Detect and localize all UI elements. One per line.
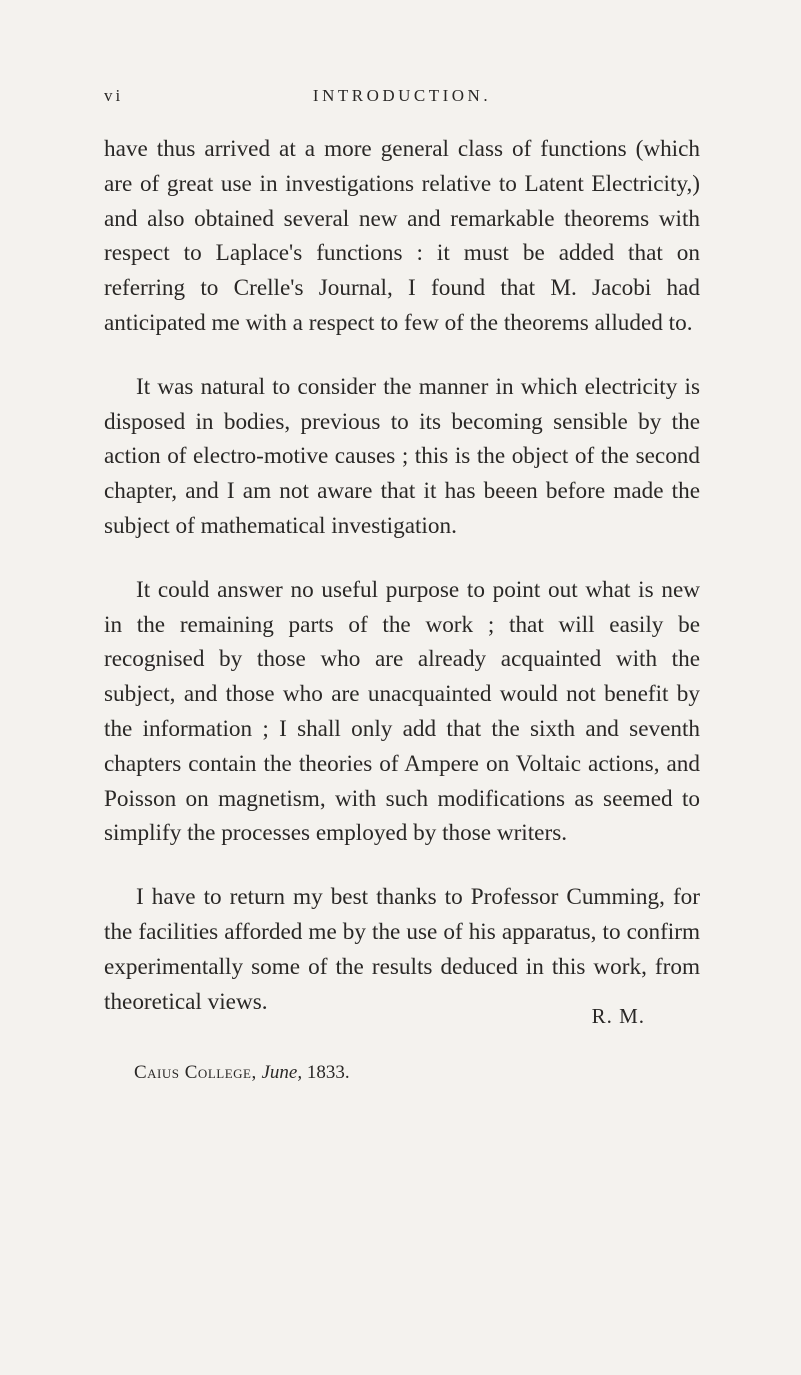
paragraph-second-chapter: It was natural to consider the manner in which electricity is disposed in bodies, previous to its becoming sensible by the action of electro-motive causes ; this is the object of the second chapter, and I am not aware that it has beeen before made the subject of mathematical investigation. — [104, 373, 700, 539]
dateline — [134, 1062, 350, 1084]
body-text — [104, 132, 700, 1048]
college-name: Caius College, — [134, 1062, 257, 1083]
date-year: 1833. — [306, 1062, 350, 1083]
paragraph-acknowledgement: I have to return my best thanks to Professor Cumming, for the facilities afforded me by the use of his apparatus, to confirm experimentally some of the results deduced in this work, from theoretical views. — [104, 884, 700, 1015]
running-title: INTRODUCTION. — [312, 86, 492, 105]
page-number: vi — [104, 86, 124, 105]
paragraph-remaining-parts: It could answer no useful purpose to point out what is new in the remaining parts of the work ; that will easily be recognised by those who are already acquainted with the subject, and those who are unacquainted would not benefit by the information ; I shall only add that the sixth and seventh chapters contain the theories of Ampere on Voltaic actions, and Poisson on magnetism, with such modifications as seemed to simplify the processes employed by those writers. — [104, 576, 700, 847]
paragraph-continued: have thus arrived at a more general class of functions (which are of great use in investigations relative to Latent Electricity,) and also obtained several new and remarkable theorems with respect to Laplace's functions : it must be added that on referring to Crelle's Journal, I found that M. Jacobi had anticipated me with a respect to few of the theorems alluded to. — [104, 136, 700, 336]
date-month: June, — [261, 1062, 303, 1083]
author-initials: R. M. — [591, 1004, 645, 1028]
running-head — [104, 86, 700, 110]
